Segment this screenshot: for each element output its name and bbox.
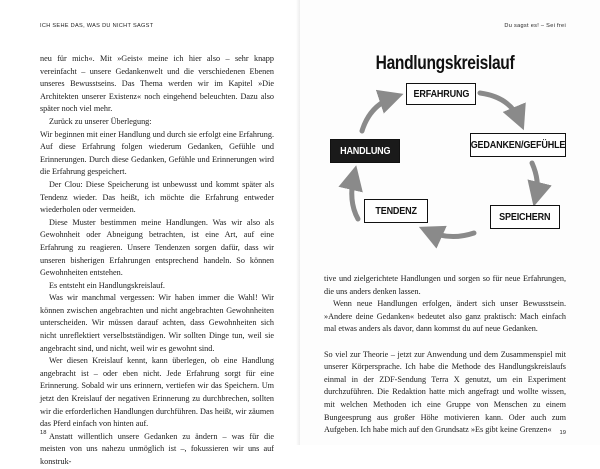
- node-handlung: HANDLUNG: [330, 139, 400, 163]
- arrow-handlung-to-erfahrung: [362, 97, 394, 131]
- page-number-left: 18: [40, 430, 47, 436]
- arrow-erfahrung-to-gedanken: [480, 93, 520, 121]
- node-tendenz: TENDENZ: [364, 199, 428, 223]
- paragraph: Wer diesen Kreislauf kennt, kann überlegen, ob eine Handlung angebracht ist – oder eben nicht. Jede Erfahrung sorgt für eine Erinnerung. Sobald wir uns erinnern, vertiefen wir das Speichern. Um jetzt den Kreislauf der negativen Erinnerung zu durchbrechen, sollten wir die erforderlichen Handlungen durchführen. Das heißt, wir zäumen das Pferd einfach von hinten auf.: [40, 356, 274, 429]
- running-head-left: ICH SEHE DAS, WAS DU NICHT SAGST: [40, 23, 154, 29]
- arrow-gedanken-to-speichern: [532, 163, 537, 197]
- paragraph: Es entsteht ein Handlungskreislauf.: [49, 280, 165, 290]
- paragraph: Diese Muster bestimmen meine Handlungen. Was wir also als Gewohnheit oder Abneigung betrachten, ist eine Art, auf eine Erfahrung zu reagieren. Unsere Tendenzen sorgen dafür, dass wir unseren bisherigen Erfahrungen entsprechend handeln. So können Gewohnheiten entstehen.: [40, 217, 274, 278]
- paragraph: Zurück zu unserer Überlegung:: [49, 116, 152, 126]
- arrow-tendenz-to-handlung: [352, 175, 358, 219]
- paragraph: Wenn neue Handlungen erfolgen, ändert sich unser Bewusstsein. »Andere deine Gedanken« bedeutet also ganz praktisch: Mach einfach mal etwas anders als davor, dann kommst du auf neue Gedanken.: [324, 299, 566, 334]
- node-speichern: SPEICHERN: [490, 205, 560, 229]
- paragraph: Was wir manchmal vergessen: Wir haben immer die Wahl! Wir können zwischen angebrachten und nicht angebrachten Gewohnheiten unterscheiden. Wir müssen darauf achten, dass Gewohnheiten sich nicht unreflektiert verselbstständigen. Wir sollten Dinge tun, weil sie angebracht sind, und nicht, weil wir es gewohnt sind.: [40, 293, 274, 353]
- cycle-diagram: [324, 81, 566, 261]
- diagram-title: Handlungskreislauf: [375, 53, 515, 74]
- paragraph: neu für mich«. Mit »Geist« meine ich hier also – sehr knapp vereinfacht – unsere Gedankenwelt und die verschiedenen Ebenen unseres Bewusstseins. Das Thema werden wir im Kapitel »Die Architekten unserer Existenz« noch eingehend beleuchten. Dazu also später noch viel mehr.: [40, 54, 274, 114]
- right-body-text: [324, 273, 566, 437]
- node-erfahrung: ERFAHRUNG: [406, 83, 476, 105]
- right-page: [300, 0, 600, 445]
- node-gedanken-gefuehle: GEDANKEN/GEFÜHLE: [470, 133, 566, 157]
- paragraph: Wir beginnen mit einer Handlung und durch sie erfolgt eine Erfahrung. Auf diese Erfahrung folgen wiederum Gedanken, Gefühle und Erinnerungen. Durch diese Gedanken, Gefühle und Erinnerungen wird die Erfahrung gespeichert.: [40, 129, 274, 177]
- left-page: [0, 0, 300, 466]
- paragraph: tive und zielgerichtete Handlungen und sorgen so für neue Erfahrungen, die uns anders denken lassen.: [324, 274, 566, 296]
- running-head-right: Du sagst es! – Sei frei: [504, 23, 566, 29]
- paragraph: So viel zur Theorie – jetzt zur Anwendung und dem Zusammenspiel mit unserer Körpersprache. Ich habe die Methode des Handlungskreislaufs einmal in der ZDF-Sendung Terra X genutzt, um ein Experiment durchzuführen. Die Redaktion hatte mich angefragt und wollte wissen, mit welchen Methoden ich eine Gruppe von Menschen zu einem Bungeesprung aus großer Höhe motivieren kann. Oder auch zum Aufgeben. Ich habe mich auf den Grundsatz »Es gibt keine Grenzen«: [324, 349, 566, 435]
- page-number-right: 19: [559, 430, 566, 436]
- left-body-text: [40, 53, 274, 469]
- arrow-speichern-to-tendenz: [428, 231, 474, 237]
- cycle-arrows: [324, 81, 566, 261]
- paragraph: Anstatt willentlich unsere Gedanken zu ändern – was für die meisten von uns nahezu unmöglich ist –, fokussieren wir uns auf konstruk-: [40, 431, 274, 466]
- paragraph: Der Clou: Diese Speicherung ist unbewusst und kommt später als Tendenz wieder. Das heißt, ich möchte die Erfahrung entweder wiederholen oder vermeiden.: [40, 179, 274, 215]
